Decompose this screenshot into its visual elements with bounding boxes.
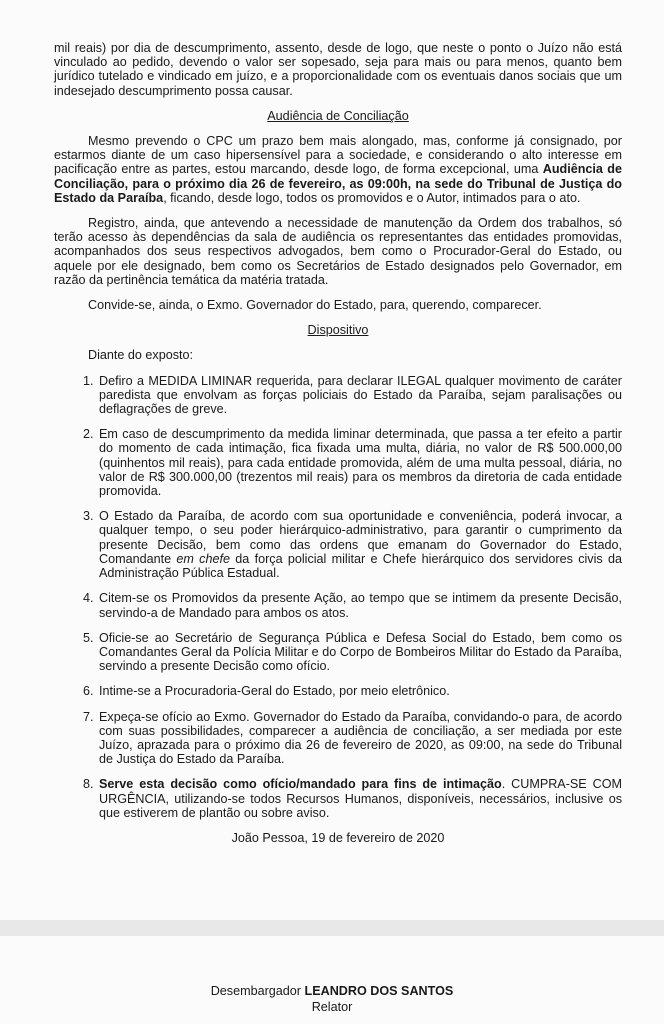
list-item-text: . CUMPRA-SE COM URGÊNCIA, utilizando-se todos Recursos Humanos, disponíveis, necessários, inclusive os que estiverem de plantão ou sobre aviso.: [99, 777, 622, 820]
list-number: 7.: [83, 709, 94, 724]
signature-line: [0, 983, 664, 999]
document-page-2: [0, 936, 664, 1024]
list-number: 8.: [83, 777, 94, 792]
signature-role: Relator: [311, 1000, 353, 1014]
signature-name: LEANDRO DOS SANTOS: [304, 984, 454, 998]
section-heading-dispositivo: Dispositivo: [307, 323, 369, 338]
section-heading-audiencia: Audiência de Conciliação: [267, 108, 409, 123]
list-item: [54, 684, 622, 698]
list-item-text: da força policial militar e Chefe hierárquico dos servidores civis da Administração Pública Estadual.: [99, 551, 622, 581]
list-item-text: O Estado da Paraíba, de acordo com sua oportunidade e conveniência, poderá invocar, a qualquer tempo, o seu poder hierárquico-administrativo, para garantir o cumprimento da presente Decisão, bem como das ordens que emanam do Governador do Estado, Comandante: [99, 509, 622, 566]
list-item: [54, 591, 622, 619]
list-item-bold-text: Serve esta decisão como ofício/mandado para fins de intimação: [99, 777, 502, 792]
paragraph-audiencia-invite: Convide-se, ainda, o Exmo. Governador do Estado, para, querendo, comparecer.: [88, 298, 542, 313]
audiencia-text-c: , ficando, desde logo, todos os promovidos e o Autor, intimados para o ato.: [163, 190, 581, 205]
audiencia-bold-text: Audiência de Conciliação, para o próximo dia 26 de fevereiro, as 09:00h, na sede do Tribunal de Justiça do Estado da Paraíba: [54, 162, 622, 205]
list-item: [54, 509, 622, 580]
list-item-text: Expeça-se ofício ao Exmo. Governador do Estado da Paraíba, convidando-o para, de acordo com suas possibilidades, comparecer a audiência de conciliação, a ser mediada por este Juízo, aprazada para o próximo dia 26 de fevereiro de 2020, as 09:00, na sede do Tribunal de Justiça do Estado da Paraíba.: [99, 709, 622, 767]
dispositivo-list: [54, 374, 622, 820]
list-number: 4.: [83, 591, 94, 606]
list-item: [54, 427, 622, 498]
signature-block: [0, 983, 664, 1015]
list-item-text: Citem-se os Promovidos da presente Ação, ao tempo que se intimem da presente Decisão, servindo-a de Mandado para ambos os atos.: [99, 591, 622, 620]
list-item-text: Intime-se a Procuradoria-Geral do Estado, por meio eletrônico.: [99, 684, 450, 699]
list-item-text: Oficie-se ao Secretário de Segurança Pública e Defesa Social do Estado, bem como os Comandantes Geral da Polícia Militar e do Corpo de Bombeiros Militar do Estado da Paraíba, servindo a presente Decisão como ofício.: [99, 630, 622, 674]
list-item: [54, 631, 622, 674]
list-item-emphasis: em chefe: [176, 551, 230, 566]
paragraph-diante: Diante do exposto:: [88, 348, 194, 363]
list-number: 1.: [83, 373, 94, 388]
paragraph-audiencia-schedule: [54, 134, 622, 205]
list-item-text: Defiro a MEDIDA LIMINAR requerida, para declarar ILEGAL qualquer movimento de caráter paredista que envolvam as forças policiais do Estado da Paraíba, sejam paralisações ou deflagrações de greve.: [99, 373, 622, 417]
list-item-text: Em caso de descumprimento da medida liminar determinada, que passa a ter efeito a partir do momento de cada intimação, fica fixada uma multa, diária, no valor de R$ 500.000,00 (quinhentos mil reais), para cada entidade promovida, além de uma multa pessoal, diária, no valor de R$ 300.000,00 (trezentos mil reais) para os membros da diretoria de cada entidade promovida.: [99, 427, 622, 499]
list-number: 5.: [83, 630, 94, 645]
list-item: [54, 710, 622, 767]
paragraph-continuation: mil reais) por dia de descumprimento, assento, desde de logo, que neste o ponto o Juízo não está vinculado ao pedido, devendo o valor ser sopesado, seja para mais ou para menos, quanto bem jurídico tutelado e vindicado em juízo, e a proporcionalidade com os eventuais danos sociais que um indesejado descumprimento possa causar.: [54, 41, 622, 98]
signature-prefix: Desembargador: [210, 984, 305, 998]
list-number: 2.: [83, 427, 94, 442]
place-date: João Pessoa, 19 de fevereiro de 2020: [231, 830, 445, 845]
audiencia-text-a: Mesmo prevendo o CPC um prazo bem mais alongado, mas, conforme já consignado, por estarmos diante de um caso hipersensível para a sociedade, e considerando o alto interesse em pacificação entre as partes, estou marcando, desde logo, de forma excepcional, uma: [54, 134, 622, 177]
list-number: 3.: [83, 509, 94, 524]
list-item: [54, 374, 622, 417]
list-number: 6.: [83, 684, 94, 699]
document-body: [54, 41, 622, 845]
paragraph-audiencia-access: Registro, ainda, que antevendo a necessidade de manutenção da Ordem dos trabalhos, só terão acesso às dependências da sala de audiência os representantes das entidades promovidas, acompanhados dos seus respectivos advogados, bem como o Procurador-Geral do Estado, ou aquele por ele designado, bem como os Secretários de Estado designados pelo Governador, em razão da pertinência temática da matéria tratada.: [54, 216, 622, 287]
list-item: [54, 777, 622, 820]
